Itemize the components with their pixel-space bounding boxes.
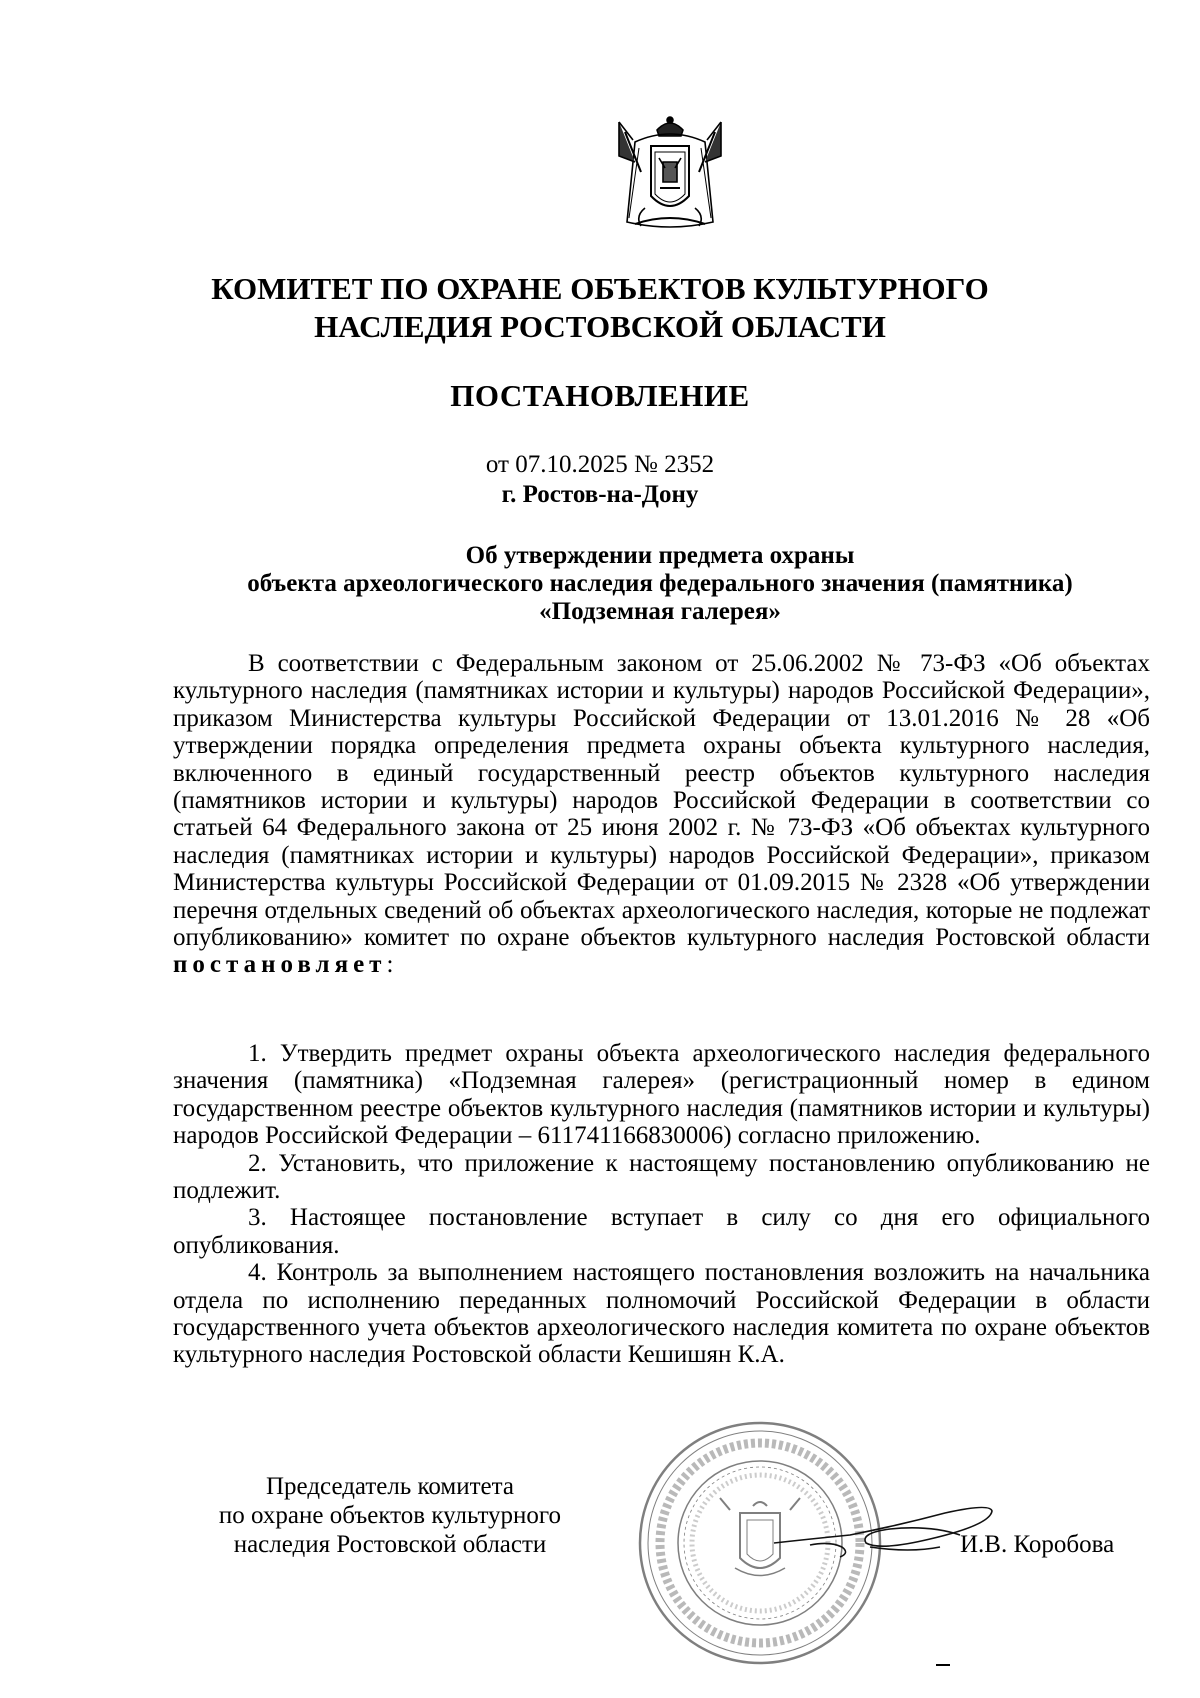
organization-name-line1: КОМИТЕТ ПО ОХРАНЕ ОБЪЕКТОВ КУЛЬТУРНОГО	[211, 271, 989, 306]
position-line1: Председатель комитета	[266, 1473, 514, 1500]
preamble-paragraph	[173, 650, 1150, 979]
document-city: г. Ростов-на-Дону	[501, 481, 699, 508]
document-type-heading: ПОСТАНОВЛЕНИЕ	[450, 378, 750, 413]
document-date-number: от 07.10.2025 № 2352	[485, 451, 715, 478]
decree-colon: :	[386, 951, 394, 979]
organization-name-line2: НАСЛЕДИЯ РОСТОВСКОЙ ОБЛАСТИ	[314, 309, 886, 344]
coat-of-arms-emblem	[615, 112, 725, 234]
position-line2: по охране объектов культурного	[218, 1502, 562, 1529]
signatory-position	[190, 1472, 590, 1559]
position-line3: наследия Ростовской области	[233, 1531, 547, 1558]
signatory-name: И.В. Коробова	[960, 1531, 1115, 1558]
resolution-item: 2. Установить, что приложение к настоящему постановлению опубликованию не подлежит.	[173, 1149, 1150, 1205]
resolution-item: 1. Утвердить предмет охраны объекта археологического наследия федерального значения (памятника) «Подземная галерея» (регистрационный номер в едином государственном реестре объектов культурного наследия (памятников истории и культуры) народов Российской Федерации – 611741166830006) согласно приложению.	[173, 1040, 1150, 1150]
title-line1: Об утверждении предмета охраны	[465, 542, 855, 569]
resolution-item: 4. Контроль за выполнением настоящего постановления возложить на начальника отдела по исполнению переданных полномочий Российской Федерации в области государственного учета объектов археологического наследия комитета по охране объектов культурного наследия Ростовской области Кешишян К.А.	[173, 1259, 1150, 1369]
page-mark	[936, 1664, 950, 1666]
document-title	[100, 542, 1200, 626]
decree-word: постановляет	[173, 951, 387, 979]
title-line2: объекта археологического наследия федерального значения (памятника)	[247, 570, 1073, 597]
resolution-items	[173, 1040, 1150, 1369]
preamble-text: В соответствии с Федеральным законом от 25.06.2002 № 73-ФЗ «Об объектах культурного наследия (памятниках истории и культуры) народов Российской Федерации», приказом Министерства культуры Российской Федерации от 13.01.2016 № 28 «Об утверждении порядка определения предмета охраны объекта культурного наследия, включенного в единый государственный реестр объектов культурного наследия (памятников истории и культуры) народов Российской Федерации в соответствии со статьей 64 Федерального закона от 25 июня 2002 г. № 73-ФЗ «Об объектах культурного наследия (памятниках истории и культуры) народов Российской Федерации», приказом Министерства культуры Российской Федерации от 01.09.2015 № 2328 «Об утверждении перечня отдельных сведений об объектах археологического наследия, которые не подлежат опубликованию» комитет по охране объектов культурного наследия Ростовской области	[173, 650, 1150, 952]
title-line3: «Подземная галерея»	[539, 598, 781, 625]
resolution-item: 3. Настоящее постановление вступает в силу со дня его официального опубликования.	[173, 1204, 1150, 1259]
